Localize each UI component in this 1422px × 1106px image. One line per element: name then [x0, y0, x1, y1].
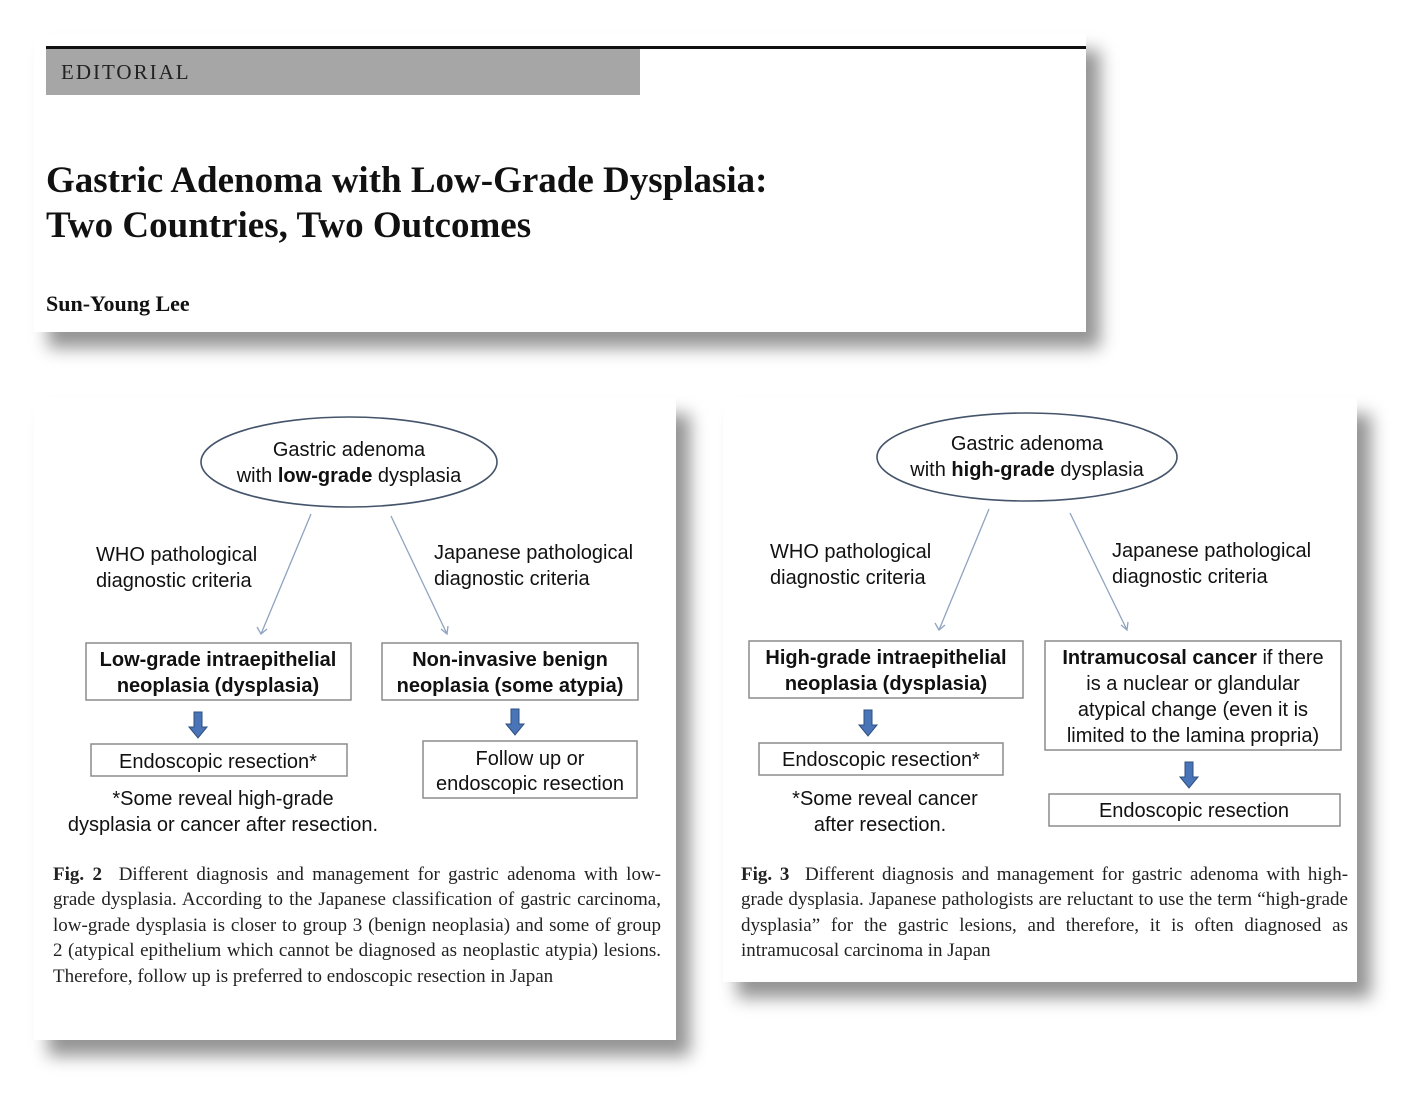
- fig2-note-line1: *Some reveal high-grade: [112, 788, 334, 810]
- article-title: [46, 158, 768, 248]
- fig2-left-box-line2: neoplasia (dysplasia): [116, 675, 320, 697]
- fig3-right-down-arrow-icon: [1180, 762, 1198, 788]
- fig2-root-line1: Gastric adenoma: [272, 439, 426, 461]
- fig2-caption-label: Fig. 2: [53, 864, 102, 885]
- fig3-jp-line2: diagnostic criteria: [1112, 566, 1268, 588]
- section-bar: [46, 49, 640, 95]
- fig3-root-node: [877, 413, 1177, 501]
- fig3-left-down-arrow-icon: [859, 710, 877, 736]
- author-name: Sun-Young Lee: [46, 291, 190, 316]
- fig3-root-line1: Gastric adenoma: [950, 433, 1104, 455]
- fig3-caption-text: Different diagnosis and management for gastric adenoma with high-grade dysplasia. Japanese pathologists are reluctant to use the term “high-grade dysplasia” for the gastric lesions, and therefore, it is often diagnosed as intramucosal carcinoma in Japan: [741, 864, 1349, 962]
- fig3-right-box-line2: is a nuclear or glandular: [1086, 673, 1300, 695]
- fig3-root-line2: with high-grade dysplasia: [910, 459, 1144, 481]
- fig3-who-line1: WHO pathological: [770, 541, 932, 563]
- fig2-who-line1: WHO pathological: [96, 544, 258, 566]
- fig2-left-box-line1: Low-grade intraepithelial: [99, 649, 337, 671]
- fig3-jp-line1: Japanese pathological: [1112, 540, 1312, 562]
- figure-2: [34, 398, 676, 1040]
- fig2-right-result-line2: endoscopic resection: [436, 773, 624, 795]
- fig2-right-down-arrow-icon: [506, 709, 524, 735]
- fig3-right-result: Endoscopic resection: [1098, 800, 1290, 822]
- fig2-note-line2: dysplasia or cancer after resection.: [67, 814, 379, 836]
- fig2-jp-line2: diagnostic criteria: [434, 568, 590, 590]
- fig2-right-box-line1: Non-invasive benign: [412, 649, 608, 671]
- fig3-connector-who: [939, 509, 989, 630]
- fig2-left-result: Endoscopic resection*: [119, 751, 317, 773]
- fig2-root-line2: with low-grade dysplasia: [236, 465, 462, 487]
- fig3-left-box-line2: neoplasia (dysplasia): [784, 673, 988, 695]
- fig3-note-line1: *Some reveal cancer: [792, 788, 978, 810]
- fig3-right-box-line4: limited to the lamina propria): [1066, 725, 1320, 747]
- fig2-left-down-arrow-icon: [189, 712, 207, 738]
- editorial-header: [34, 34, 1086, 332]
- fig2-right-result-line1: Follow up or: [475, 748, 585, 770]
- fig2-connector-who: [261, 514, 311, 634]
- fig2-caption: [53, 862, 661, 989]
- fig3-note-line2: after resection.: [813, 814, 947, 836]
- fig2-jp-line1: Japanese pathological: [434, 542, 634, 564]
- fig3-caption: [741, 862, 1348, 964]
- fig2-right-box-line2: neoplasia (some atypia): [396, 675, 624, 697]
- fig2-who-line2: diagnostic criteria: [96, 570, 252, 592]
- figure-3: [723, 398, 1357, 982]
- title-line-2: Two Countries, Two Outcomes: [46, 205, 532, 246]
- fig3-left-result: Endoscopic resection*: [782, 749, 980, 771]
- fig2-diagram: [34, 398, 676, 858]
- fig3-right-box-line3: atypical change (even it is: [1077, 699, 1309, 721]
- section-label: EDITORIAL: [61, 60, 191, 84]
- fig3-right-box-line1: Intramucosal cancer if there: [1062, 647, 1324, 669]
- fig3-left-box-line1: High-grade intraepithelial: [765, 647, 1007, 669]
- fig3-who-line2: diagnostic criteria: [770, 567, 926, 589]
- fig3-diagram: [723, 398, 1357, 858]
- title-line-1: Gastric Adenoma with Low-Grade Dysplasia:: [46, 160, 768, 201]
- fig2-caption-text: Different diagnosis and management for gastric adenoma with low-grade dysplasia. According to the Japanese classification of gastric carcinoma, low-grade dysplasia is closer to group 3 (benign neoplasia) and some of group 2 (atypical epithelium which cannot be diagnosed as neoplastic atypia) lesions. Therefore, follow up is preferred to endoscopic resection in Japan: [53, 864, 661, 987]
- fig2-root-node: [201, 417, 497, 507]
- fig3-caption-label: Fig. 3: [741, 864, 790, 885]
